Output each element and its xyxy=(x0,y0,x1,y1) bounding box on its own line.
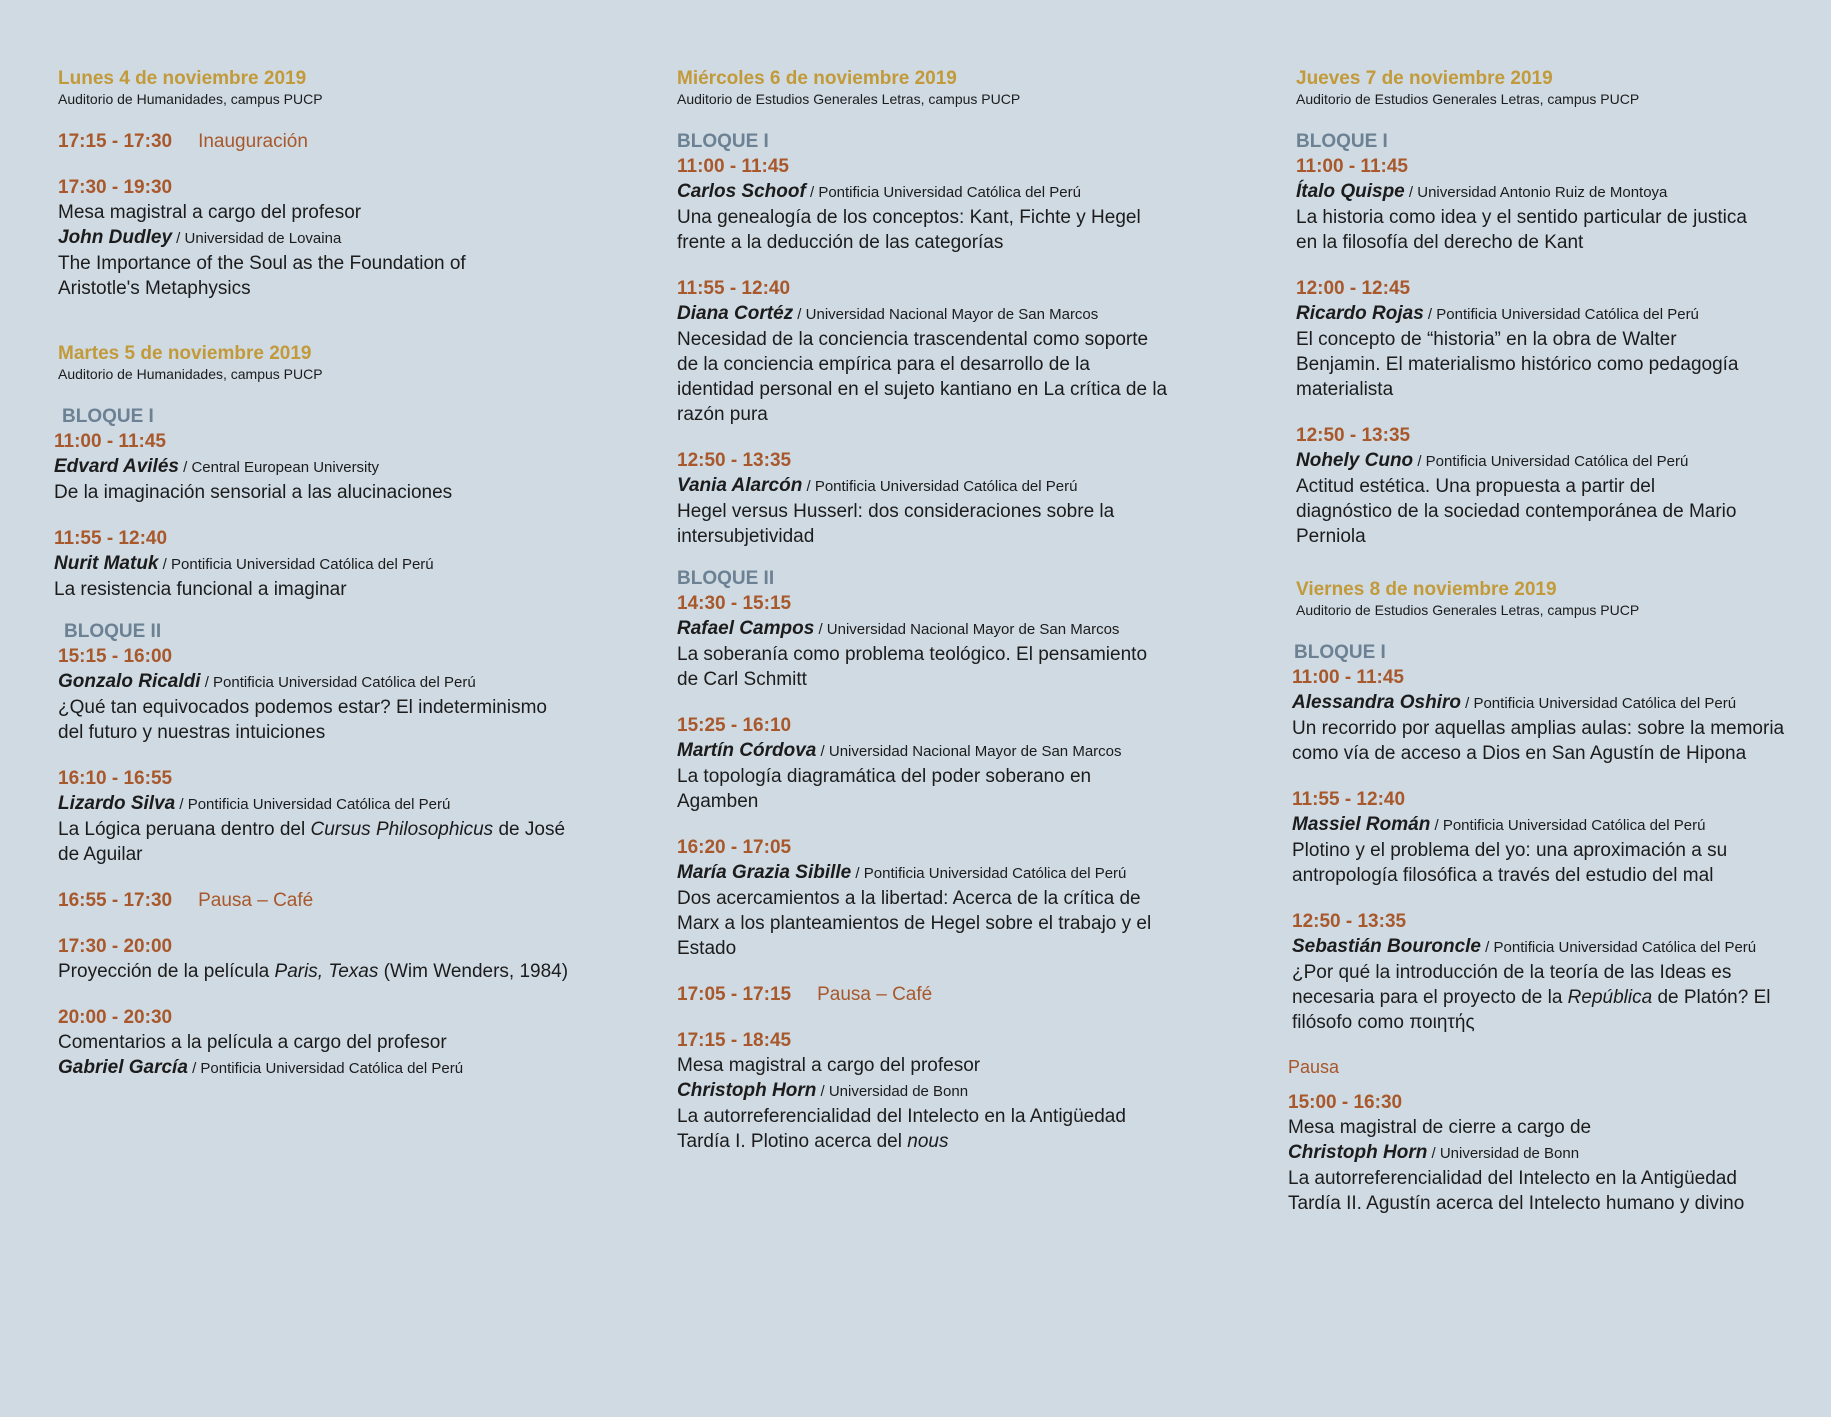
day-header xyxy=(677,68,1217,108)
column-monday-tuesday xyxy=(54,68,618,1081)
session xyxy=(1288,1091,1816,1216)
speaker-affiliation: / Pontificia Universidad Católica del Perú xyxy=(158,556,434,573)
talk-title: Plotino y el problema del yo: una aproximación a su xyxy=(1292,840,1728,861)
talk-title: identidad personal en el sujeto kantiano en La crítica de la xyxy=(677,379,1168,400)
talk-title: Perniola xyxy=(1296,526,1366,547)
talk-title: Hegel versus Husserl: dos consideraciones sobre la xyxy=(677,501,1115,522)
speaker xyxy=(58,225,618,251)
speaker-affiliation: / Pontificia Universidad Católica del Perú xyxy=(1460,695,1737,712)
speaker-name: Sebastián Bouroncle xyxy=(1292,936,1481,957)
talk-title: El concepto de “historia” en la obra de Walter xyxy=(1296,329,1677,350)
speaker-affiliation: / Pontificia Universidad Católica del Perú xyxy=(175,796,451,813)
speaker xyxy=(1296,179,1816,205)
talk-title: ¿Por qué la introducción de la teoría de las Ideas es xyxy=(1292,962,1732,983)
talk-title-part: Proyección de la película xyxy=(58,961,275,982)
talk-title: del futuro y nuestras intuiciones xyxy=(58,722,326,743)
talk-title-italic: República xyxy=(1567,987,1653,1008)
session-intro: Comentarios a la película a cargo del profesor xyxy=(58,1032,447,1053)
session xyxy=(58,889,618,913)
block-label: BLOQUE I xyxy=(1296,131,1388,152)
talk-title: de la conciencia empírica para el desarrollo de la xyxy=(677,354,1090,375)
session-time: 15:25 - 16:10 xyxy=(677,715,792,736)
talk-title: frente a la deducción de las categorías xyxy=(677,232,1004,253)
session-time: 11:00 - 11:45 xyxy=(54,431,166,452)
session-intro: Mesa magistral de cierre a cargo de xyxy=(1288,1117,1592,1138)
session-time: 12:00 - 12:45 xyxy=(1296,278,1411,299)
talk-title: Dos acercamientos a la libertad: Acerca de la crítica de xyxy=(677,888,1141,909)
talk-title: ¿Qué tan equivocados podemos estar? El indeterminismo xyxy=(58,697,547,718)
speaker-name: Ricardo Rojas xyxy=(1296,303,1424,324)
session-label: Pausa – Café xyxy=(817,984,933,1005)
speaker-affiliation: / Pontificia Universidad Católica del Perú xyxy=(187,1060,464,1077)
session-time: 12:50 - 13:35 xyxy=(1292,911,1407,932)
speaker-affiliation: / Universidad de Bonn xyxy=(1427,1145,1580,1162)
session xyxy=(58,1006,618,1081)
day-header xyxy=(58,68,618,108)
talk-title: Aristotle's Metaphysics xyxy=(58,278,251,299)
talk-title-italic: Paris, Texas xyxy=(274,961,379,982)
session-label: Pausa – Café xyxy=(198,890,314,911)
session-time: 11:55 - 12:40 xyxy=(54,528,168,549)
session-intro: Mesa magistral a cargo del profesor xyxy=(58,202,362,223)
session xyxy=(677,714,1217,814)
speaker-affiliation: / Universidad Nacional Mayor de San Marcos xyxy=(814,621,1120,638)
session xyxy=(1292,666,1816,766)
talk-title: Una genealogía de los conceptos: Kant, Fichte y Hegel xyxy=(677,207,1141,228)
session-time: 12:50 - 13:35 xyxy=(677,450,792,471)
session xyxy=(54,430,618,505)
session-time: 16:55 - 17:30 xyxy=(58,890,173,911)
talk-title: Necesidad de la conciencia trascendental como soporte xyxy=(677,329,1149,350)
speaker xyxy=(58,791,618,817)
speaker-affiliation: / Universidad de Lovaina xyxy=(172,230,342,247)
speaker-affiliation: / Pontificia Universidad Católica del Perú xyxy=(851,865,1127,882)
talk-title: Benjamin. El materialismo histórico como pedagogía xyxy=(1296,354,1739,375)
session xyxy=(1296,424,1816,549)
speaker xyxy=(1296,448,1816,474)
session xyxy=(1296,155,1816,255)
session-time: 17:15 - 18:45 xyxy=(677,1030,792,1051)
speaker-affiliation: / Universidad Nacional Mayor de San Marcos xyxy=(793,306,1099,323)
talk-title: Tardía II. Agustín acerca del Intelecto humano y divino xyxy=(1288,1193,1745,1214)
speaker-name: Christoph Horn xyxy=(1288,1142,1428,1163)
speaker-name: Nurit Matuk xyxy=(54,553,159,574)
talk-title: La topología diagramática del poder soberano en xyxy=(677,766,1092,787)
speaker-affiliation: / Central European University xyxy=(178,459,380,476)
speaker xyxy=(677,1078,1217,1104)
day-header xyxy=(1296,68,1816,108)
speaker xyxy=(58,1055,618,1081)
talk-title: The Importance of the Soul as the Foundation of xyxy=(58,253,466,274)
session-time: 17:15 - 17:30 xyxy=(58,131,173,152)
speaker-name: Ítalo Quispe xyxy=(1296,181,1405,202)
speaker xyxy=(1288,1140,1816,1166)
speaker-affiliation: / Pontificia Universidad Católica del Perú xyxy=(805,184,1081,201)
speaker xyxy=(677,860,1217,886)
talk-title: Agamben xyxy=(677,791,759,812)
block-label: BLOQUE II xyxy=(677,568,775,589)
talk-title: La autorreferencialidad del Intelecto en la Antigüedad xyxy=(677,1106,1126,1127)
session xyxy=(677,836,1217,961)
talk-title: La autorreferencialidad del Intelecto en la Antigüedad xyxy=(1288,1168,1737,1189)
session xyxy=(54,527,618,602)
talk-title xyxy=(58,959,618,984)
speaker-name: María Grazia Sibille xyxy=(677,862,852,883)
block-label: BLOQUE I xyxy=(1294,642,1386,663)
session-time: 11:00 - 11:45 xyxy=(677,156,789,177)
speaker-name: Martín Córdova xyxy=(677,740,817,761)
speaker-name: Alessandra Oshiro xyxy=(1292,692,1461,713)
talk-title: materialista xyxy=(1296,379,1394,400)
session-time: 15:00 - 16:30 xyxy=(1288,1092,1403,1113)
speaker-name: Gonzalo Ricaldi xyxy=(58,671,201,692)
speaker-affiliation: / Pontificia Universidad Católica del Perú xyxy=(1481,939,1757,956)
session xyxy=(58,130,618,154)
block-label: BLOQUE I xyxy=(62,406,154,427)
speaker-name: Lizardo Silva xyxy=(58,793,176,814)
talk-title: diagnóstico de la sociedad contemporánea de Mario xyxy=(1296,501,1737,522)
session-label: Inauguración xyxy=(198,131,308,152)
talk-title: filósofo como ποιητής xyxy=(1292,1012,1475,1033)
session xyxy=(58,767,618,867)
speaker-name: Rafael Campos xyxy=(677,618,815,639)
talk-title xyxy=(1292,985,1816,1010)
session xyxy=(1292,788,1816,888)
session-time: 16:20 - 17:05 xyxy=(677,837,792,858)
talk-title: La soberanía como problema teológico. El pensamiento xyxy=(677,644,1148,665)
session xyxy=(677,449,1217,549)
session xyxy=(1296,277,1816,402)
session-intro: Mesa magistral a cargo del profesor xyxy=(677,1055,981,1076)
speaker-name: Edvard Avilés xyxy=(54,456,179,477)
session-time: 17:30 - 20:00 xyxy=(58,936,173,957)
talk-title: De la imaginación sensorial a las alucinaciones xyxy=(54,482,453,503)
session xyxy=(677,983,1217,1007)
talk-title xyxy=(58,817,618,842)
talk-title: en la filosofía del derecho de Kant xyxy=(1296,232,1584,253)
session-time: 11:55 - 12:40 xyxy=(1292,789,1406,810)
talk-title-part: necesaria para el proyecto de la xyxy=(1292,987,1568,1008)
talk-title: antropología filosófica a través del estudio del mal xyxy=(1292,865,1714,886)
speaker xyxy=(1292,812,1816,838)
speaker-name: Gabriel García xyxy=(58,1057,188,1078)
speaker xyxy=(677,179,1217,205)
day-header xyxy=(1296,579,1816,619)
session xyxy=(58,176,618,301)
talk-title: Actitud estética. Una propuesta a partir del xyxy=(1296,476,1656,497)
venue: Auditorio de Estudios Generales Letras, campus PUCP xyxy=(1296,91,1640,107)
speaker-affiliation: / Pontificia Universidad Católica del Perú xyxy=(1423,306,1699,323)
session-time: 14:30 - 15:15 xyxy=(677,593,792,614)
speaker-name: Vania Alarcón xyxy=(677,475,803,496)
day-title: Viernes 8 de noviembre 2019 xyxy=(1296,579,1557,600)
talk-title-italic: nous xyxy=(907,1131,949,1152)
pause-label: Pausa xyxy=(1288,1057,1340,1077)
session xyxy=(1292,910,1816,1035)
speaker xyxy=(58,669,618,695)
venue: Auditorio de Estudios Generales Letras, campus PUCP xyxy=(677,91,1021,107)
day-title: Miércoles 6 de noviembre 2019 xyxy=(677,68,957,89)
speaker xyxy=(54,454,618,480)
session-time: 16:10 - 16:55 xyxy=(58,768,173,789)
speaker xyxy=(1292,934,1816,960)
session-time: 20:00 - 20:30 xyxy=(58,1007,173,1028)
talk-title: Un recorrido por aquellas amplias aulas: sobre la memoria xyxy=(1292,718,1785,739)
venue: Auditorio de Humanidades, campus PUCP xyxy=(58,91,323,107)
session-time: 17:05 - 17:15 xyxy=(677,984,792,1005)
talk-title-part: de Platón? El xyxy=(1652,987,1771,1008)
day-title: Lunes 4 de noviembre 2019 xyxy=(58,68,307,89)
talk-title: de Aguilar xyxy=(58,844,143,865)
speaker-name: Nohely Cuno xyxy=(1296,450,1414,471)
block-label: BLOQUE II xyxy=(64,621,162,642)
speaker-name: John Dudley xyxy=(58,227,173,248)
talk-title: Estado xyxy=(677,938,737,959)
talk-title xyxy=(677,1129,1217,1154)
talk-title: de Carl Schmitt xyxy=(677,669,807,690)
session xyxy=(58,645,618,745)
speaker-affiliation: / Pontificia Universidad Católica del Perú xyxy=(200,674,476,691)
session-time: 17:30 - 19:30 xyxy=(58,177,173,198)
speaker-name: Massiel Román xyxy=(1292,814,1431,835)
talk-title: Marx a los planteamientos de Hegel sobre el trabajo y el xyxy=(677,913,1152,934)
speaker-name: Carlos Schoof xyxy=(677,181,806,202)
speaker-name: Diana Cortéz xyxy=(677,303,794,324)
column-thursday-friday xyxy=(1288,68,1816,1216)
talk-title-italic: Cursus Philosophicus xyxy=(310,819,494,840)
talk-title-part: La Lógica peruana dentro del xyxy=(58,819,311,840)
speaker-affiliation: / Universidad Nacional Mayor de San Marcos xyxy=(816,743,1122,760)
talk-title: intersubjetividad xyxy=(677,526,815,547)
venue: Auditorio de Estudios Generales Letras, campus PUCP xyxy=(1296,602,1640,618)
day-header xyxy=(58,343,618,383)
talk-title: como vía de acceso a Dios en San Agustín de Hipona xyxy=(1292,743,1747,764)
speaker-affiliation: / Pontificia Universidad Católica del Perú xyxy=(1413,453,1689,470)
talk-title: La resistencia funcional a imaginar xyxy=(54,579,347,600)
session xyxy=(677,277,1217,427)
speaker-affiliation: / Pontificia Universidad Católica del Perú xyxy=(1430,817,1706,834)
talk-title: La historia como idea y el sentido particular de justica xyxy=(1296,207,1747,228)
speaker xyxy=(677,738,1217,764)
speaker xyxy=(1296,301,1816,327)
talk-title: razón pura xyxy=(677,404,768,425)
speaker xyxy=(677,301,1217,327)
speaker-name: Christoph Horn xyxy=(677,1080,817,1101)
session-time: 15:15 - 16:00 xyxy=(58,646,173,667)
session-time: 11:00 - 11:45 xyxy=(1292,667,1404,688)
session xyxy=(677,155,1217,255)
session xyxy=(677,1029,1217,1154)
day-title: Martes 5 de noviembre 2019 xyxy=(58,343,312,364)
speaker-affiliation: / Universidad Antonio Ruiz de Montoya xyxy=(1404,184,1668,201)
speaker xyxy=(1292,690,1816,716)
day-title: Jueves 7 de noviembre 2019 xyxy=(1296,68,1553,89)
speaker xyxy=(677,473,1217,499)
talk-title-part: Tardía I. Plotino acerca del xyxy=(677,1131,908,1152)
venue: Auditorio de Humanidades, campus PUCP xyxy=(58,366,323,382)
block-label: BLOQUE I xyxy=(677,131,769,152)
session-time: 11:00 - 11:45 xyxy=(1296,156,1408,177)
talk-title-part: (Wim Wenders, 1984) xyxy=(378,961,569,982)
talk-title-part: de José xyxy=(493,819,566,840)
column-wednesday xyxy=(677,68,1217,1154)
session-time: 11:55 - 12:40 xyxy=(677,278,791,299)
speaker-affiliation: / Universidad de Bonn xyxy=(816,1083,969,1100)
session xyxy=(58,935,618,984)
speaker xyxy=(677,616,1217,642)
session xyxy=(677,592,1217,692)
speaker-affiliation: / Pontificia Universidad Católica del Perú xyxy=(802,478,1078,495)
session-time: 12:50 - 13:35 xyxy=(1296,425,1411,446)
speaker xyxy=(54,551,618,577)
